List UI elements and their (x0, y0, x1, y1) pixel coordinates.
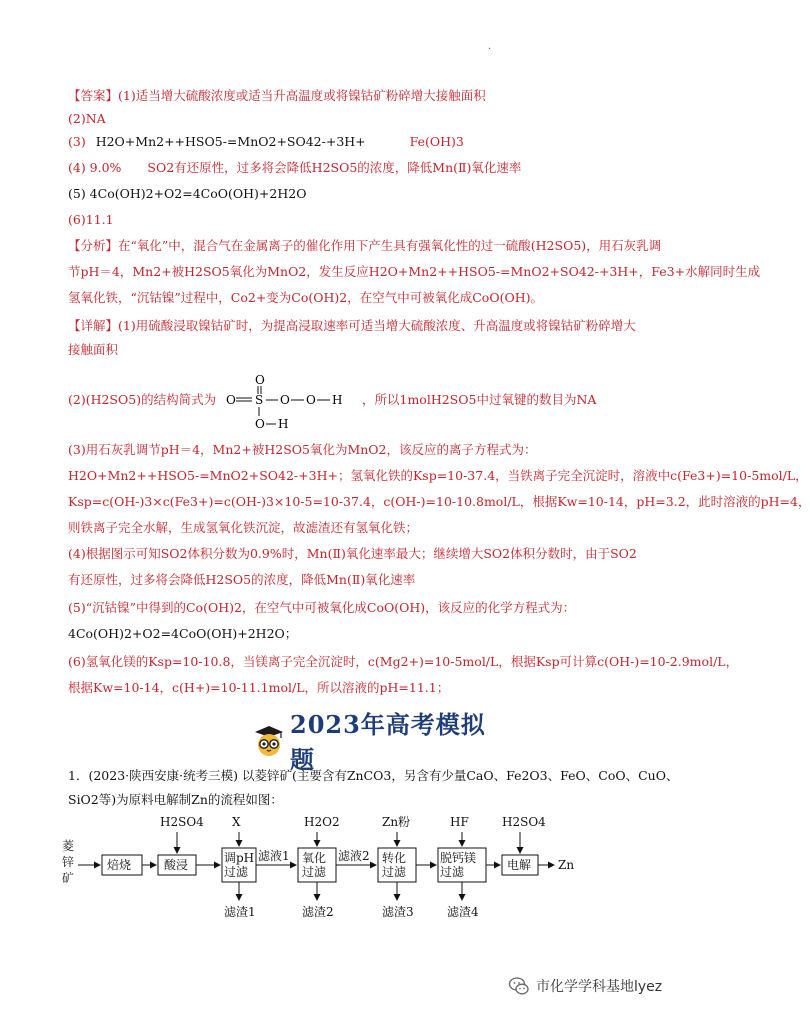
raw-material-char-3: 矿 (62, 871, 75, 885)
input-h2so4-1: H2SO4 (160, 815, 204, 829)
box-decalcification: 脱钙镁过滤 (440, 851, 477, 879)
struct-h-right: H (332, 393, 343, 407)
struct-o-bottom: O (255, 417, 265, 431)
detail-line-13: 根据Kw=10-14，c(H+)=10-11.1mol/L，所以溶液的pH=11.1； (68, 680, 450, 695)
process-flow-diagram (60, 812, 680, 922)
input-h2o2: H2O2 (304, 815, 340, 829)
box-electrolysis: 电解 (507, 858, 532, 872)
filtrate-2: 滤液2 (338, 849, 370, 863)
answer-3-extra: Fe(OH)3 (409, 134, 464, 149)
struct-o-1: O (280, 393, 290, 407)
detail-line-10: (5)“沉钴镍”中得到的Co(OH)2，在空气中可被氧化成CoO(OH)，该反应的化学方程式为： (68, 600, 576, 615)
input-h2so4-2: H2SO4 (502, 815, 546, 829)
answer-4-label: (4) 9.0% (68, 160, 122, 175)
box-adjust-ph: 调pH 过滤 (224, 851, 255, 879)
struct-h-bottom: H (278, 417, 289, 431)
analysis-line-1: 【分析】在“氧化”中，混合气在金属离子的催化作用下产生具有强氧化性的过一硫酸(H2SO5)，用石灰乳调 (68, 238, 662, 253)
h2so5-structure (222, 372, 362, 432)
detail-line-5: H2O+Mn2++HSO5-=MnO2+SO42-+3H+；氢氧化铁的Ksp=10-37.4，当铁离子完全沉淀时，溶液中c(Fe3+)=10-5mol/L， (68, 468, 808, 483)
raw-material-char-1: 菱 (62, 839, 75, 853)
section-banner (252, 710, 492, 774)
banner-title: 2023年高考模拟题 (290, 710, 486, 774)
detail-line-1: 【详解】(1)用硫酸浸取镍钴矿时，为提高浸取速率可适当增大硫酸浓度、升高温度或将镍钴矿粉碎增大 (68, 318, 636, 333)
residue-3: 滤渣3 (382, 905, 414, 919)
detail-line-7: 则铁离子完全水解，生成氢氧化铁沉淀，故滤渣还有氢氧化铁； (68, 520, 419, 535)
answer-3-label: (3) (68, 134, 86, 149)
detail-line-11: 4Co(OH)2+O2=4CoO(OH)+2H2O； (68, 626, 298, 641)
detail-line-3b: ，所以1molH2SO5中过氧键的数目为NA (362, 392, 597, 407)
wechat-icon (508, 975, 530, 997)
analysis-line-2: 节pH＝4，Mn2+被H2SO5氧化为MnO2，发生反应H2O+Mn2++HSO5-=MnO2+SO42-+3H+，Fe3+水解同时生成 (68, 264, 761, 279)
input-zn-powder: Zn粉 (382, 815, 411, 829)
struct-o-2: O (306, 393, 316, 407)
box-roasting: 焙烧 (107, 858, 132, 872)
struct-o-top: O (255, 373, 265, 387)
watermark (508, 975, 662, 997)
box-conversion: 转化过滤 (382, 851, 407, 879)
product-zn: Zn (558, 858, 575, 872)
detail-line-6: Ksp=c(OH-)3×c(Fe3+)=c(OH-)3×10-5=10-37.4，c(OH-)=10-10.8mol/L，根据Kw=10-14，pH=3.2，此时溶液的pH=4， (68, 494, 810, 509)
header-dot: · (488, 44, 492, 55)
answer-4-text: SO2有还原性，过多将会降低H2SO5的浓度，降低Mn(Ⅱ)氧化速率 (147, 160, 522, 175)
residue-2: 滤渣2 (302, 905, 334, 919)
answer-line-4 (68, 160, 521, 176)
residue-4: 滤渣4 (447, 905, 479, 919)
detail-line-9: 有还原性，过多将会降低H2SO5的浓度，降低Mn(Ⅱ)氧化速率 (68, 572, 416, 587)
residue-1: 滤渣1 (224, 905, 256, 919)
detail-line-8: (4)根据图示可知SO2体积分数为0.9%时，Mn(Ⅱ)氧化速率最大；继续增大SO2体积分数时，由于SO2 (68, 546, 637, 561)
input-x: X (232, 815, 241, 829)
owl-mascot-icon (252, 723, 286, 757)
box-oxidation: 氧化过滤 (302, 851, 327, 879)
detail-line-2: 接触面积 (68, 342, 119, 357)
struct-s: S (255, 393, 264, 407)
detail-line-12: (6)氢氧化镁的Ksp=10-10.8，当镁离子完全沉淀时，c(Mg2+)=10-5mol/L，根据Ksp可计算c(OH-)=10-2.9mol/L， (68, 654, 739, 669)
detail-line-3a: (2)(H2SO5)的结构简式为 (68, 392, 217, 407)
answer-line-6: (6)11.1 (68, 212, 114, 227)
filtrate-1: 滤液1 (258, 849, 290, 863)
analysis-line-3: 氢氧化铁，“沉钴镍”过程中，Co2+变为Co(OH)2，在空气中可被氧化成CoO(OH)。 (68, 290, 543, 305)
answer-line-1: 【答案】(1)适当增大硫酸浓度或适当升高温度或将镍钴矿粉碎增大接触面积 (68, 88, 486, 103)
answer-3-equation: H2O+Mn2++HSO5-=MnO2+SO42-+3H+ (95, 134, 366, 149)
question-line-1: 1．(2023·陕西安康·统考三模) 以菱锌矿(主要含有ZnCO3，另含有少量CaO、Fe2O3、FeO、CoO、CuO、 (68, 768, 679, 783)
detail-line-4: (3)用石灰乳调节pH＝4，Mn2+被H2SO5氧化为MnO2，该反应的离子方程式为： (68, 442, 537, 457)
answer-line-5: (5) 4Co(OH)2+O2=4CoO(OH)+2H2O (68, 186, 307, 201)
raw-material-char-2: 锌 (62, 855, 75, 869)
answer-line-3 (68, 134, 464, 150)
question-line-2: SiO2等)为原料电解制Zn的流程如图： (68, 792, 283, 807)
watermark-text: 市化学学科基地lyez (536, 979, 663, 995)
input-hf: HF (450, 815, 469, 829)
box-acid-leaching: 酸浸 (164, 858, 189, 872)
answer-line-2: (2)NA (68, 111, 106, 126)
struct-o-left: O (226, 393, 236, 407)
